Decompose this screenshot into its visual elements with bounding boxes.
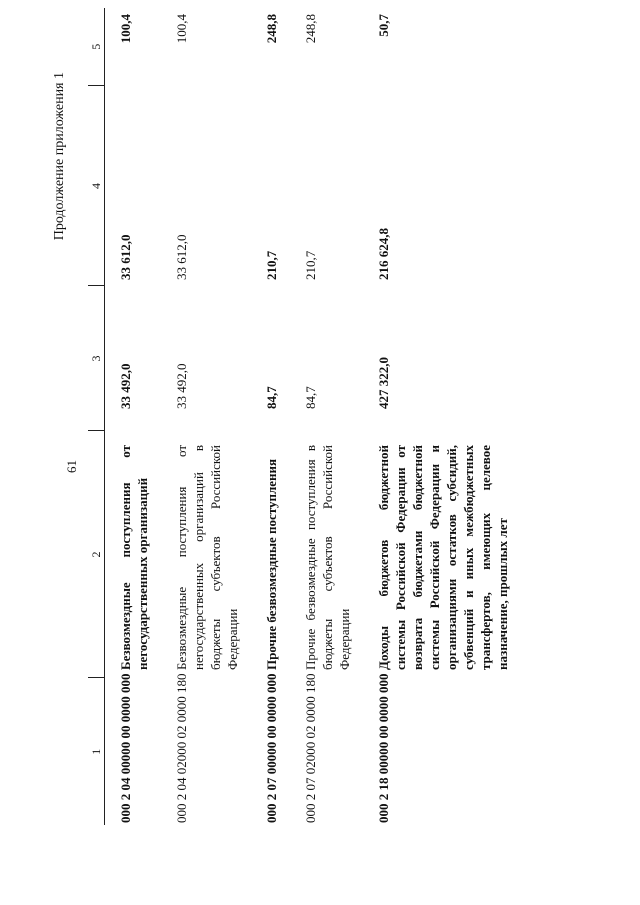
table-row: [251, 8, 290, 825]
value-col-3: 33 492,0: [118, 363, 133, 409]
header-col-5: 5: [88, 8, 105, 86]
budget-code: 000 2 18 00000 00 0000 000: [376, 673, 391, 823]
value-col-4: 210,7: [303, 250, 318, 280]
budget-code: 000 2 04 00000 00 0000 000: [118, 673, 133, 823]
revenue-name: Доходы бюджетов бюджетной системы Российской Федерации от возврата бюджетами бюджетной системы Российской Федерации и организациями остатков субсидий, субвенций и иных межбюджетных трансфертов, имеющих целевое назначение, прошлых лет: [376, 445, 510, 670]
appendix-caption: Продолжение приложения 1: [52, 72, 67, 241]
table-row: [161, 8, 251, 825]
value-col-4: 33 612,0: [174, 234, 189, 280]
header-col-1: 1: [88, 678, 105, 825]
table-row: [363, 8, 521, 825]
revenue-name: Прочие безвозмездные поступления в бюджеты субъектов Российской Федерации: [303, 445, 352, 670]
table-row: [290, 8, 363, 825]
budget-code: 000 2 07 02000 02 0000 180: [303, 673, 318, 823]
revenue-name: Прочие безвозмездные поступления: [264, 458, 279, 670]
header-col-4: 4: [88, 86, 105, 286]
value-col-5: 100,4: [174, 14, 189, 44]
value-col-3: 33 492,0: [174, 363, 189, 409]
page-number: 61: [64, 460, 79, 473]
value-col-5: 50,7: [376, 14, 391, 37]
revenue-name: Безвозмездные поступления от негосударственных организаций в бюджеты субъектов Российской Федерации: [174, 445, 240, 670]
table-row: [105, 8, 162, 825]
table-header-row: [88, 8, 105, 825]
revenue-table: [88, 8, 521, 825]
header-col-2: 2: [88, 431, 105, 678]
value-col-3: 84,7: [303, 386, 318, 409]
header-col-3: 3: [88, 286, 105, 431]
value-col-4: 216 624,8: [376, 228, 391, 280]
value-col-4: 33 612,0: [118, 234, 133, 280]
budget-code: 000 2 07 00000 00 0000 000: [264, 673, 279, 823]
value-col-5: 248,8: [264, 14, 279, 44]
value-col-4: 210,7: [264, 250, 279, 280]
value-col-3: 427 322,0: [376, 357, 391, 409]
budget-code: 000 2 04 02000 02 0000 180: [174, 673, 189, 823]
value-col-5: 100,4: [118, 14, 133, 44]
value-col-5: 248,8: [303, 14, 318, 44]
revenue-name: Безвозмездные поступления от негосударственных организаций: [118, 445, 150, 670]
value-col-3: 84,7: [264, 386, 279, 409]
